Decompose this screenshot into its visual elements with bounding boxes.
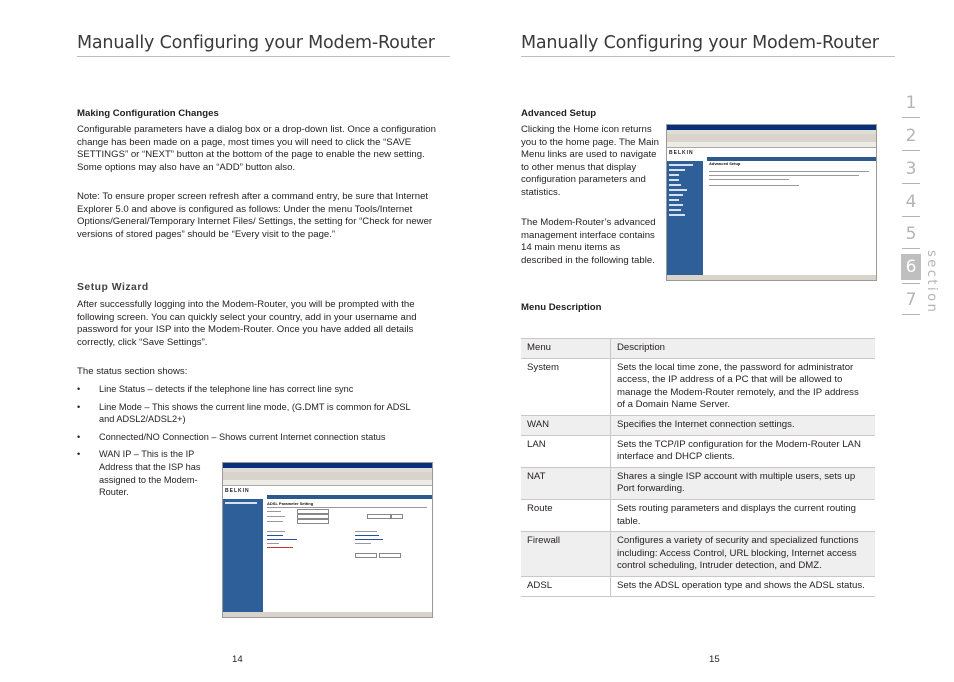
table-row	[521, 358, 875, 415]
left-page-number: 14	[232, 654, 243, 665]
row-description: Configures a variety of security and specialized functions including: Access Control, URL blocking, Internet access control scheduling, Intruder detection, and DMZ.	[611, 532, 876, 577]
adsl-screenshot-title: ADSL Parameter Setting	[267, 501, 314, 506]
section-label: section	[924, 250, 939, 315]
section-number-7: 7	[905, 290, 917, 310]
row-description: Sets the local time zone, the password for administrator access, the IP address of a PC that will be allowed to manage the Modem-Router remotely, and the IP address of a Domain Name Server.	[611, 358, 876, 415]
section-number-1: 1	[905, 93, 917, 113]
section-number-2: 2	[905, 126, 917, 146]
left-header-rule	[77, 56, 450, 57]
advanced-menu-paragraph: The Modem-Router’s advanced management interface contains 14 main menu items as described in the following table.	[521, 217, 656, 266]
row-menu: LAN	[521, 435, 611, 467]
row-description: Sets the ADSL operation type and shows the ADSL status.	[611, 576, 876, 596]
advanced-setup-paragraph: Clicking the Home icon returns you to the home page. The Main Menu links are used to navigate to other menus that display configuration parameters and statistics.	[521, 124, 659, 198]
table-row	[521, 499, 875, 531]
setup-wizard-heading: Setup Wizard	[77, 282, 149, 293]
table-row	[521, 576, 875, 596]
bullet-dot: •	[77, 431, 81, 442]
ie-note-paragraph: Note: To ensure proper screen refresh after a command entry, be sure that Internet Explorer 5.0 and above is configured as follows: Under the menu Tools/Internet Options/General/Temporary Internet Files/ Settings, the setting for “Check for newer versions of stored pages” should be “Every visit to the page.”	[77, 191, 433, 240]
bullet-connection: • Connected/NO Connection – Shows current Internet connection status	[77, 431, 386, 442]
table-row	[521, 435, 875, 467]
bullet-dot: •	[77, 384, 81, 394]
bullet-line-mode: • Line Mode – This shows the current line mode, (G.DMT is common for ADSL and ADSL2/ADSL2+)	[77, 401, 411, 425]
right-header-rule	[521, 56, 895, 57]
row-menu: Firewall	[521, 532, 611, 577]
row-menu: NAT	[521, 467, 611, 499]
right-page-header: Manually Configuring your Modem-Router	[521, 33, 879, 53]
advanced-setup-screenshot	[666, 124, 877, 281]
row-menu: ADSL	[521, 576, 611, 596]
right-page-number: 15	[709, 654, 720, 665]
table-header-row	[521, 339, 875, 359]
row-description: Sets routing parameters and displays the current routing table.	[611, 499, 876, 531]
making-changes-paragraph: Configurable parameters have a dialog box or a drop-down list. Once a configuration change has been made on a page, most times you will need to click the “SAVE SETTINGS” or “NEXT” button at the bottom of the page to enable the new setting. Some options may also have an “ADD” button also.	[77, 124, 436, 173]
header-menu: Menu	[521, 339, 611, 359]
making-changes-heading: Making Configuration Changes	[77, 108, 219, 119]
row-menu: System	[521, 358, 611, 415]
section-number-6-active: 6	[901, 254, 921, 280]
table-row	[521, 467, 875, 499]
bullet-dot: •	[77, 401, 81, 412]
row-menu: WAN	[521, 415, 611, 435]
row-description: Specifies the Internet connection settings.	[611, 415, 876, 435]
section-number-4: 4	[905, 192, 917, 212]
setup-wizard-paragraph: After successfully logging into the Modem-Router, you will be prompted with the following screen. You can quickly select your country, add in your username and password for your ISP into the Modem-Router. Once you have added all details correctly, click “Save Settings”.	[77, 299, 417, 348]
advanced-setup-heading: Advanced Setup	[521, 108, 597, 119]
row-description: Shares a single ISP account with multiple users, sets up Port forwarding.	[611, 467, 876, 499]
section-number-3: 3	[905, 159, 917, 179]
bullet-dot: •	[77, 449, 81, 460]
row-description: Sets the TCP/IP configuration for the Modem-Router LAN interface and DHCP clients.	[611, 435, 876, 467]
table-row	[521, 532, 875, 577]
screenshot-sidebar	[223, 499, 263, 612]
menu-description-heading: Menu Description	[521, 302, 602, 313]
left-page-header: Manually Configuring your Modem-Router	[77, 33, 435, 53]
row-menu: Route	[521, 499, 611, 531]
bullet-wan-ip: • WAN IP – This is the IP Address that the ISP has assigned to the Modem-Router.	[77, 449, 201, 498]
belkin-logo: BELKIN	[225, 488, 250, 494]
header-description: Description	[611, 339, 876, 359]
belkin-logo: BELKIN	[669, 150, 694, 156]
menu-description-table	[521, 338, 875, 597]
advanced-screenshot-title: Advanced Setup	[709, 161, 741, 166]
adsl-setting-screenshot	[222, 462, 433, 618]
status-intro: The status section shows:	[77, 366, 188, 377]
bullet-line-status: • Line Status – detects if the telephone line has correct line sync	[77, 384, 354, 394]
section-number-5: 5	[905, 224, 917, 244]
screenshot-sidebar	[667, 161, 703, 275]
table-row	[521, 415, 875, 435]
